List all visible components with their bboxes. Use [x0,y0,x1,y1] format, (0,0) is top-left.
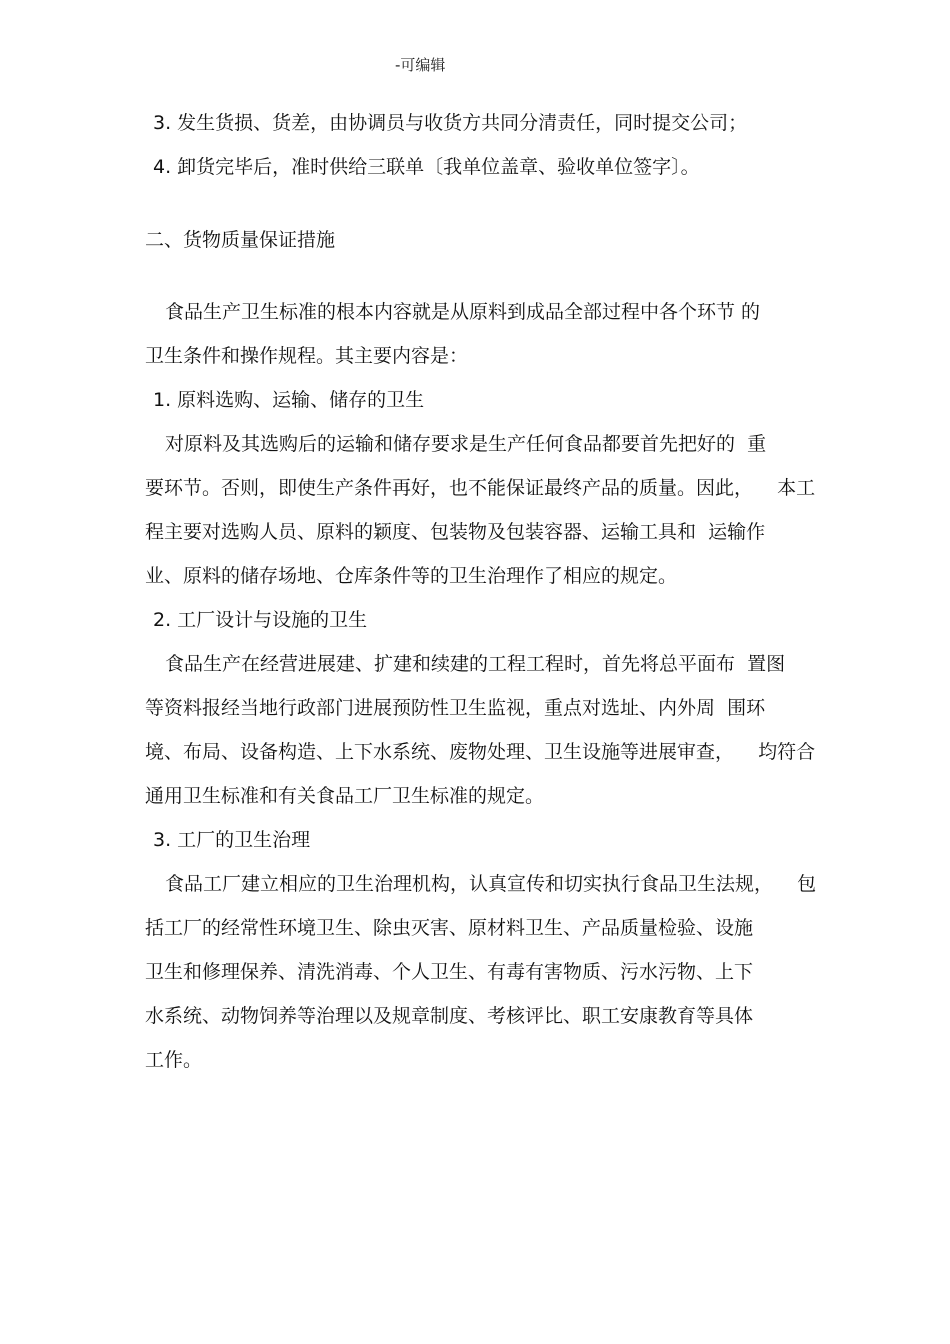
list-item-3: 3. 发生货损、货差，由协调员与收货方共同分清责任，同时提交公司； [153,112,748,134]
subsection-title: 3. 工厂的卫生治理 [153,829,311,851]
paragraph-line: 食品工厂建立相应的卫生治理机构，认真宣传和切实执行食品卫生法规， 包 [165,873,817,895]
paragraph-line: 水系统、动物饲养等治理以及规章制度、考核评比、职工安康教育等具体 [145,1005,754,1027]
paragraph-line: 括工厂的经常性环境卫生、除虫灭害、原材料卫生、产品质量检验、设施 [145,917,754,939]
intro-line: 卫生条件和操作规程。其主要内容是： [145,345,469,367]
list-item-4: 4. 卸货完毕后，准时供给三联单〔我单位盖章、验收单位签字〕。 [153,156,700,178]
paragraph-line: 卫生和修理保养、清洗消毒、个人卫生、有毒有害物质、污水污物、上下 [145,961,754,983]
paragraph-line: 食品生产在经营进展建、扩建和续建的工程工程时，首先将总平面布 置图 [165,653,786,675]
page-header: -可编辑 [395,56,446,74]
paragraph-line: 境、布局、设备构造、上下水系统、废物处理、卫生设施等进展审查， 均符合 [145,741,816,763]
intro-line: 食品生产卫生标准的根本内容就是从原料到成品全部过程中各个环节 的 [165,301,761,323]
subsection-title: 2. 工厂设计与设施的卫生 [153,609,368,631]
subsection-title: 1. 原料选购、运输、储存的卫生 [153,389,425,411]
paragraph-line: 通用卫生标准和有关食品工厂卫生标准的规定。 [145,785,545,807]
paragraph-line: 程主要对选购人员、原料的颖度、包装物及包装容器、运输工具和 运输作 [145,521,766,543]
paragraph-line: 对原料及其选购后的运输和储存要求是生产任何食品都要首先把好的 重 [165,433,767,455]
paragraph-line: 工作。 [145,1049,203,1071]
section-title: 二、货物质量保证措施 [145,229,336,251]
paragraph-line: 业、原料的储存场地、仓库条件等的卫生治理作了相应的规定。 [145,565,678,587]
paragraph-line: 等资料报经当地行政部门进展预防性卫生监视，重点对选址、内外周 围环 [145,697,766,719]
paragraph-line: 要环节。否则，即使生产条件再好，也不能保证最终产品的质量。因此， 本工 [145,477,816,499]
